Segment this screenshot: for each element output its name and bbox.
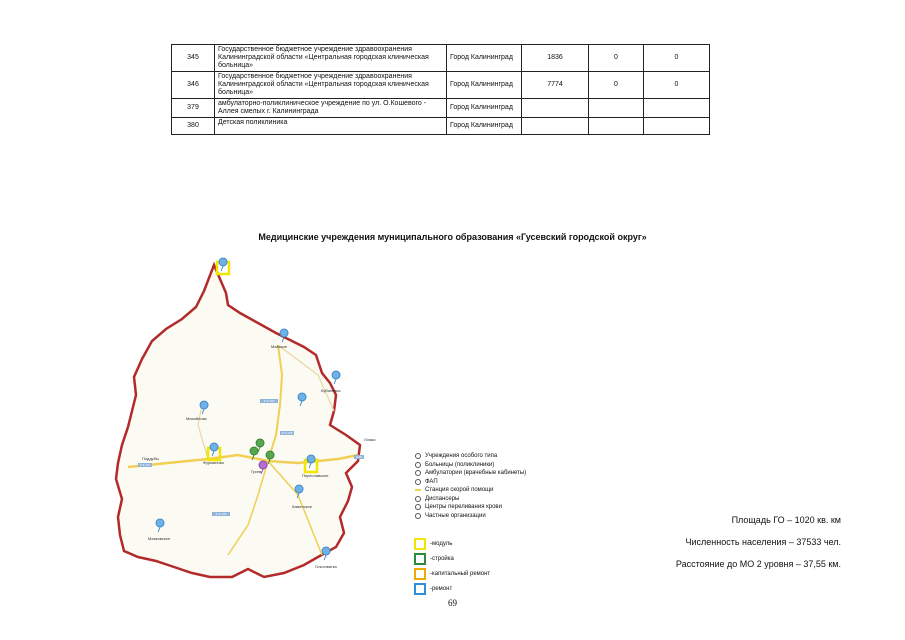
facility-type-legend: [415, 452, 526, 520]
value-1: [522, 99, 589, 118]
row-number: 380: [172, 118, 215, 135]
area-stat: Площадь ГО – 1020 кв. км: [731, 515, 841, 525]
legend-item: Центры переливания крови: [415, 503, 526, 512]
table-row: [172, 45, 710, 72]
circle-icon: [415, 479, 421, 485]
value-2: 0: [589, 45, 644, 72]
place-label: Фурманово: [203, 460, 224, 465]
legend-item: ФАП: [415, 478, 526, 487]
circle-icon: [415, 504, 421, 510]
institution-name: Государственное бюджетное учреждение здравоохранения Калининградской области «Центральная городская клиническая больница»: [215, 45, 447, 72]
value-2: [589, 99, 644, 118]
table-row: [172, 99, 710, 118]
city: Город Калининград: [447, 99, 522, 118]
facility-pin-icon: [219, 258, 227, 271]
city: Город Калининград: [447, 72, 522, 99]
legend-item: Амбулатории (врачебные кабинеты): [415, 469, 526, 478]
district-map: [108, 255, 408, 595]
table-row: [172, 118, 710, 135]
institution-name: Детская поликлиника: [215, 118, 447, 135]
value-1: 7774: [522, 72, 589, 99]
value-1: 1836: [522, 45, 589, 72]
road-label: 27К-107: [139, 463, 151, 468]
place-label: Маяковское: [148, 536, 171, 541]
population-stat: Численность населения – 37533 чел.: [685, 537, 841, 547]
circle-icon: [415, 496, 421, 502]
page-number: 69: [448, 598, 457, 608]
place-label: Майское: [271, 344, 288, 349]
row-number: 345: [172, 45, 215, 72]
place-label: Михайлово: [186, 416, 207, 421]
legend-item: Больницы (поликлиники): [415, 461, 526, 470]
place-label: Поддубы: [142, 456, 159, 461]
legend-item: Станция скорой помощи: [415, 486, 526, 495]
institutions-table: [171, 44, 710, 135]
circle-icon: [415, 462, 421, 468]
value-3: [644, 118, 710, 135]
value-2: [589, 118, 644, 135]
status-legend-item: -стройка: [414, 551, 490, 566]
status-legend-item: -модуль: [414, 536, 490, 551]
place-label: Гусев: [251, 469, 262, 474]
value-2: 0: [589, 72, 644, 99]
circle-icon: [415, 470, 421, 476]
facility-pin-icon: [322, 547, 330, 560]
road-label: Е28: [356, 455, 362, 460]
green-square-icon: [414, 553, 426, 565]
legend-item: Диспансеры: [415, 495, 526, 504]
line-icon: [415, 489, 421, 491]
facility-pin-icon: [332, 371, 340, 384]
map-title: Медицинские учреждения муниципального образования «Гусевский городской округ»: [258, 232, 647, 242]
value-3: 0: [644, 72, 710, 99]
district-boundary: [116, 265, 360, 577]
row-number: 346: [172, 72, 215, 99]
institution-name: Государственное бюджетное учреждение здравоохранения Калининградской области «Центральная городская клиническая больница»: [215, 72, 447, 99]
road-label: 27К-184: [263, 399, 275, 404]
table-row: [172, 72, 710, 99]
road-label: 27К-183: [215, 512, 227, 517]
value-1: [522, 118, 589, 135]
distance-stat: Расстояние до МО 2 уровня – 37,55 км.: [675, 559, 841, 569]
city: Город Калининград: [447, 118, 522, 135]
orange-square-icon: [414, 568, 426, 580]
map-svg: [108, 255, 408, 595]
place-label: Кубановка: [321, 388, 341, 393]
road-label: 27А-025: [281, 431, 293, 436]
yellow-square-icon: [414, 538, 426, 550]
status-legend: [414, 536, 490, 596]
status-legend-item: -ремонт: [414, 581, 490, 596]
legend-item: Учреждения особого типа: [415, 452, 526, 461]
city: Город Калининград: [447, 45, 522, 72]
place-label: Ольховатка: [315, 564, 337, 569]
circle-icon: [415, 513, 421, 519]
value-3: 0: [644, 45, 710, 72]
place-label: Ломко: [364, 437, 376, 442]
value-3: [644, 99, 710, 118]
status-legend-item: -капитальный ремонт: [414, 566, 490, 581]
place-label: Каменское: [292, 504, 312, 509]
district-stats: [676, 515, 841, 581]
institution-name: амбулаторно-поликлиническое учреждение по ул. О.Кошевого - Аллея смелых г. Калининграда: [215, 99, 447, 118]
blue-square-icon: [414, 583, 426, 595]
row-number: 379: [172, 99, 215, 118]
place-label: Переславское: [302, 473, 329, 478]
circle-icon: [415, 453, 421, 459]
legend-item: Частные организации: [415, 512, 526, 521]
